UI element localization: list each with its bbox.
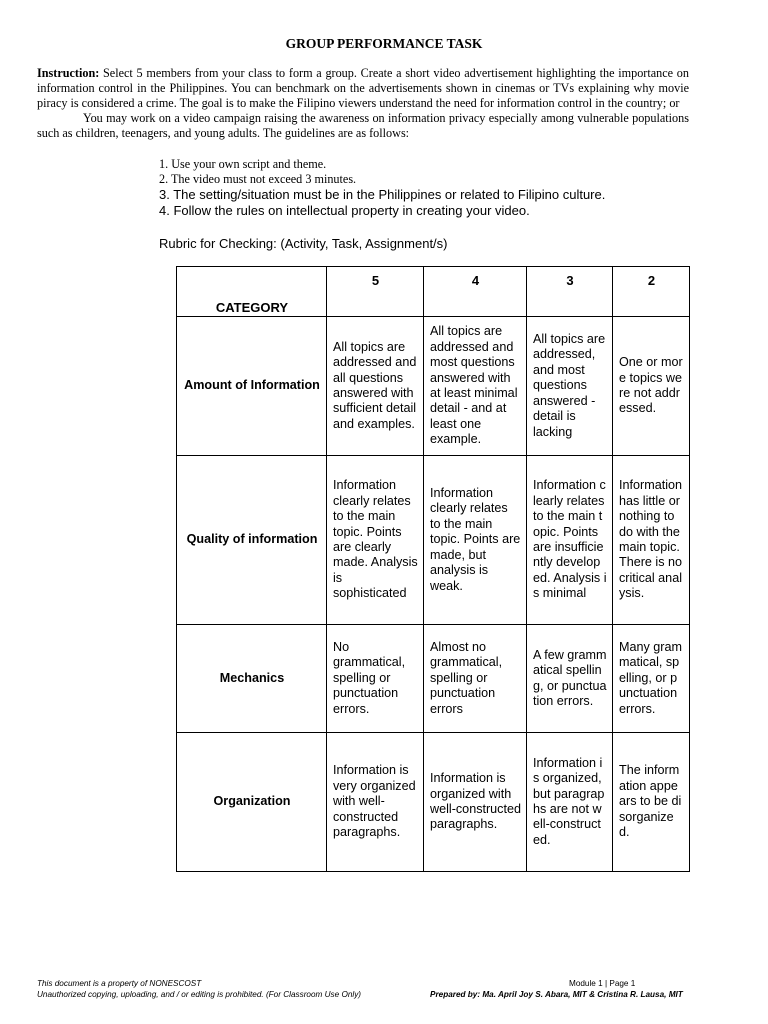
rubric-cell: Information clearly relates to the main topic. Points are insufficiently developed. Analysis is minimal xyxy=(527,456,613,625)
guideline-item: 2. The video must not exceed 3 minutes. xyxy=(159,172,357,186)
category-cell: Organization xyxy=(177,733,327,872)
rubric-header-row xyxy=(177,267,690,317)
guideline-item: 1. Use your own script and theme. xyxy=(159,157,327,171)
page-title: GROUP PERFORMANCE TASK xyxy=(285,36,483,51)
table-row xyxy=(177,317,690,456)
instruction-text: Select 5 members from your class to form a group. Create a short video advertisement highlighting the importance on information control in the Philippines. You can benchmark on the advertisements shown in cinemas or TVs explaining why movie piracy is considered a crime. The goal is to make the Filipino viewers understand the need for information control in the country; or xyxy=(37,66,689,110)
score-header: 3 xyxy=(527,267,613,317)
score-header: 2 xyxy=(613,267,690,317)
table-row xyxy=(177,625,690,733)
instruction-paragraph xyxy=(37,66,689,111)
guideline-item: 3. The setting/situation must be in the Philippines or related to Filipino culture. xyxy=(159,187,606,202)
footer-line xyxy=(37,989,701,1000)
property-note: This document is a property of NONESCOST xyxy=(37,979,202,988)
category-cell: Quality of information xyxy=(177,456,327,625)
rubric-cell: Almost no grammatical, spelling or punctuation errors xyxy=(424,625,527,733)
score-header: 4 xyxy=(424,267,527,317)
rubric-cell: Information is organized, but paragraphs are not well-constructed. xyxy=(527,733,613,872)
rubric-cell: All topics are addressed, and most questions answered - detail is lacking xyxy=(527,317,613,456)
rubric-cell: A few grammatical spelling, or punctuation errors. xyxy=(527,625,613,733)
rubric-cell: All topics are addressed and all questions answered with sufficient detail and examples. xyxy=(327,317,424,456)
rubric-cell: Information is very organized with well-constructed paragraphs. xyxy=(327,733,424,872)
rubric-cell: Information is organized with well-constructed paragraphs. xyxy=(424,733,527,872)
rubric-cell: Many grammatical, spelling, or punctuation errors. xyxy=(613,625,690,733)
rubric-cell: Information has little or nothing to do with the main topic. There is no critical analysis. xyxy=(613,456,690,625)
category-cell: Amount of Information xyxy=(177,317,327,456)
instructions-block xyxy=(37,66,689,141)
instruction-label: Instruction: xyxy=(37,66,100,80)
category-header: CATEGORY xyxy=(177,267,327,317)
guideline-item: 4. Follow the rules on intellectual property in creating your video. xyxy=(159,203,530,218)
table-row xyxy=(177,733,690,872)
score-header: 5 xyxy=(327,267,424,317)
rubric-cell: Information clearly relates to the main topic. Points are made, but analysis is weak. xyxy=(424,456,527,625)
category-cell: Mechanics xyxy=(177,625,327,733)
rubric-table xyxy=(176,266,690,872)
page-reference: Module 1 | Page 1 xyxy=(569,979,636,988)
table-row xyxy=(177,456,690,625)
rubric-cell: Information clearly relates to the main topic. Points are clearly made. Analysis is sophisticated xyxy=(327,456,424,625)
guidelines-list xyxy=(159,157,605,219)
rubric-cell: No grammatical, spelling or punctuation errors. xyxy=(327,625,424,733)
page-footer xyxy=(37,978,701,1000)
rubric-caption: Rubric for Checking: (Activity, Task, Assignment/s) xyxy=(159,236,448,251)
copy-warning: Unauthorized copying, uploading, and / or editing is prohibited. (For Classroom Use Only) xyxy=(37,990,362,999)
rubric-cell: One or more topics were not addressed. xyxy=(613,317,690,456)
rubric-cell: All topics are addressed and most questions answered with at least minimal detail - and at least one example. xyxy=(424,317,527,456)
footer-line xyxy=(37,978,701,989)
rubric-cell: The information appears to be disorganized. xyxy=(613,733,690,872)
second-paragraph: You may work on a video campaign raising the awareness on information privacy especially among vulnerable populations such as children, teenagers, and young adults. The guidelines are as follows: xyxy=(37,111,689,140)
prepared-by: Prepared by: Ma. April Joy S. Abara, MIT & Cristina R. Lausa, MIT xyxy=(430,990,683,999)
